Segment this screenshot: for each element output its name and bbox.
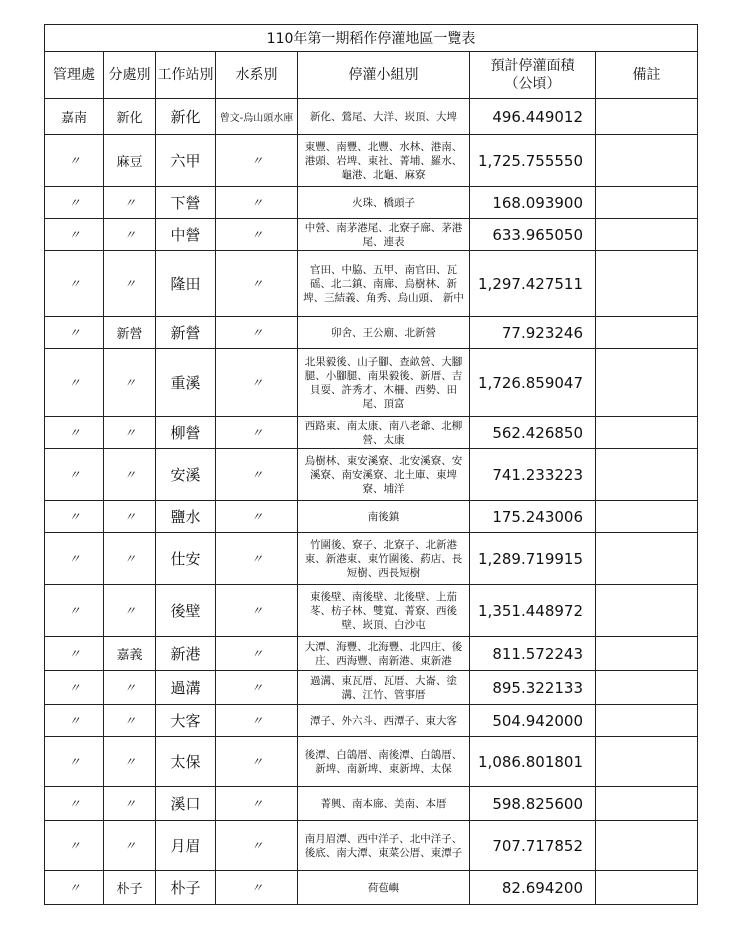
cell-area: 562.426850 bbox=[470, 417, 596, 449]
cell-division: 〃 bbox=[104, 671, 156, 705]
cell-water: 〃 bbox=[216, 251, 298, 317]
cell-division: 〃 bbox=[104, 737, 156, 787]
cell-water: 〃 bbox=[216, 449, 298, 501]
cell-area: 168.093900 bbox=[470, 187, 596, 219]
header-water: 水系別 bbox=[216, 52, 298, 99]
cell-water: 〃 bbox=[216, 187, 298, 219]
cell-note bbox=[596, 787, 698, 821]
cell-area: 633.965050 bbox=[470, 219, 596, 251]
cell-area: 1,351.448972 bbox=[470, 585, 596, 637]
cell-mgr: 〃 bbox=[45, 705, 104, 737]
cell-division: 新營 bbox=[104, 317, 156, 349]
cell-station: 新營 bbox=[156, 317, 216, 349]
cell-division: 〃 bbox=[104, 251, 156, 317]
cell-area: 1,726.859047 bbox=[470, 349, 596, 417]
cell-area: 504.942000 bbox=[470, 705, 596, 737]
cell-groups: 東豐、南豐、北豐、水林、港南、港頭、岩埤、東社、菁埔、羅水、龜港、北龜、麻寮 bbox=[298, 135, 470, 187]
cell-station: 下營 bbox=[156, 187, 216, 219]
cell-area: 1,297.427511 bbox=[470, 251, 596, 317]
cell-groups: 菁興、南本廍、美南、本厝 bbox=[298, 787, 470, 821]
cell-groups: 過溝、東瓦厝、瓦厝、大崙、塗溝、江竹、管事厝 bbox=[298, 671, 470, 705]
cell-station: 新化 bbox=[156, 99, 216, 135]
cell-division: 新化 bbox=[104, 99, 156, 135]
table-row bbox=[45, 349, 698, 417]
cell-groups: 新化、鶯尾、大洋、崁頂、大埤 bbox=[298, 99, 470, 135]
cell-mgr: 〃 bbox=[45, 787, 104, 821]
cell-division: 〃 bbox=[104, 219, 156, 251]
cell-mgr: 〃 bbox=[45, 251, 104, 317]
cell-division: 〃 bbox=[104, 821, 156, 871]
stoppage-table bbox=[44, 24, 698, 905]
cell-water: 〃 bbox=[216, 705, 298, 737]
cell-groups: 官田、中脇、五甲、南官田、瓦磘、北二鎮、南廍、烏樹林、新埤、三結義、角秀、烏山頭、 新中 bbox=[298, 251, 470, 317]
cell-note bbox=[596, 349, 698, 417]
cell-water: 〃 bbox=[216, 787, 298, 821]
table-row bbox=[45, 219, 698, 251]
cell-area: 811.572243 bbox=[470, 637, 596, 671]
cell-water: 〃 bbox=[216, 501, 298, 533]
header-area bbox=[470, 52, 596, 99]
cell-water: 〃 bbox=[216, 135, 298, 187]
cell-note bbox=[596, 417, 698, 449]
cell-note bbox=[596, 533, 698, 585]
table-row bbox=[45, 533, 698, 585]
cell-note bbox=[596, 219, 698, 251]
header-area-line2: （公頃） bbox=[504, 76, 561, 92]
cell-division: 〃 bbox=[104, 501, 156, 533]
cell-groups: 潭子、外六斗、西潭子、東大客 bbox=[298, 705, 470, 737]
cell-mgr: 〃 bbox=[45, 417, 104, 449]
cell-groups: 卯舍、王公廟、北新營 bbox=[298, 317, 470, 349]
cell-note bbox=[596, 135, 698, 187]
cell-water: 〃 bbox=[216, 533, 298, 585]
cell-note bbox=[596, 99, 698, 135]
cell-area: 1,289.719915 bbox=[470, 533, 596, 585]
cell-mgr: 〃 bbox=[45, 501, 104, 533]
header-mgr: 管理處 bbox=[45, 52, 104, 99]
cell-note bbox=[596, 871, 698, 905]
cell-note bbox=[596, 637, 698, 671]
table-row bbox=[45, 821, 698, 871]
header-groups: 停灌小組別 bbox=[298, 52, 470, 99]
cell-station: 新港 bbox=[156, 637, 216, 671]
cell-water: 〃 bbox=[216, 737, 298, 787]
table-title: 110年第一期稻作停灌地區一覽表 bbox=[45, 25, 698, 52]
cell-mgr: 嘉南 bbox=[45, 99, 104, 135]
cell-mgr: 〃 bbox=[45, 737, 104, 787]
table-row bbox=[45, 737, 698, 787]
cell-groups: 東後壁、南後壁、北後壁、上茄苳、枋子林、雙寬、菁寮、西後壁、崁頂、白沙屯 bbox=[298, 585, 470, 637]
cell-station: 重溪 bbox=[156, 349, 216, 417]
cell-station: 大客 bbox=[156, 705, 216, 737]
cell-mgr: 〃 bbox=[45, 187, 104, 219]
cell-note bbox=[596, 737, 698, 787]
cell-area: 77.923246 bbox=[470, 317, 596, 349]
header-note: 備註 bbox=[596, 52, 698, 99]
cell-groups: 荷苞嶼 bbox=[298, 871, 470, 905]
table-row bbox=[45, 705, 698, 737]
cell-area: 82.694200 bbox=[470, 871, 596, 905]
cell-water: 〃 bbox=[216, 219, 298, 251]
cell-note bbox=[596, 449, 698, 501]
cell-note bbox=[596, 585, 698, 637]
cell-mgr: 〃 bbox=[45, 821, 104, 871]
cell-division: 〃 bbox=[104, 705, 156, 737]
header-area-line1: 預計停灌面積 bbox=[490, 58, 575, 74]
cell-groups: 竹圍後、寮子、北寮子、北新港東、新港東、東竹圍後、葯店、長短樹、西長短樹 bbox=[298, 533, 470, 585]
cell-mgr: 〃 bbox=[45, 871, 104, 905]
cell-water: 〃 bbox=[216, 317, 298, 349]
cell-station: 溪口 bbox=[156, 787, 216, 821]
cell-mgr: 〃 bbox=[45, 349, 104, 417]
cell-mgr: 〃 bbox=[45, 219, 104, 251]
cell-division: 〃 bbox=[104, 585, 156, 637]
cell-note bbox=[596, 187, 698, 219]
table-body bbox=[45, 99, 698, 905]
table-row bbox=[45, 871, 698, 905]
cell-mgr: 〃 bbox=[45, 585, 104, 637]
cell-water: 〃 bbox=[216, 585, 298, 637]
cell-groups: 烏樹林、東安溪寮、北安溪寮、安溪寮、南安溪寮、北土庫、東埤寮、埔洋 bbox=[298, 449, 470, 501]
cell-area: 175.243006 bbox=[470, 501, 596, 533]
cell-station: 太保 bbox=[156, 737, 216, 787]
cell-mgr: 〃 bbox=[45, 135, 104, 187]
cell-division: 〃 bbox=[104, 187, 156, 219]
cell-station: 安溪 bbox=[156, 449, 216, 501]
cell-groups: 西路東、南太康、南八老爺、北柳營、太康 bbox=[298, 417, 470, 449]
cell-station: 仕安 bbox=[156, 533, 216, 585]
header-division: 分處別 bbox=[104, 52, 156, 99]
cell-division: 〃 bbox=[104, 787, 156, 821]
cell-water: 〃 bbox=[216, 417, 298, 449]
cell-division: 麻豆 bbox=[104, 135, 156, 187]
header-station: 工作站別 bbox=[156, 52, 216, 99]
cell-mgr: 〃 bbox=[45, 637, 104, 671]
cell-groups: 大潭、海豐、北海豐、北四庄、後庄、西海豐、南新港、東新港 bbox=[298, 637, 470, 671]
cell-mgr: 〃 bbox=[45, 533, 104, 585]
cell-groups: 後潭、白鴿厝、南後潭、白鴿厝、新埤、南新埤、東新埤、太保 bbox=[298, 737, 470, 787]
table-row bbox=[45, 787, 698, 821]
cell-water: 〃 bbox=[216, 821, 298, 871]
cell-area: 707.717852 bbox=[470, 821, 596, 871]
table-row bbox=[45, 135, 698, 187]
cell-area: 598.825600 bbox=[470, 787, 596, 821]
table-row bbox=[45, 637, 698, 671]
table-row bbox=[45, 501, 698, 533]
cell-area: 741.233223 bbox=[470, 449, 596, 501]
cell-area: 496.449012 bbox=[470, 99, 596, 135]
cell-water: 〃 bbox=[216, 349, 298, 417]
cell-division: 嘉義 bbox=[104, 637, 156, 671]
cell-division: 〃 bbox=[104, 533, 156, 585]
cell-groups: 南月眉潭、西中洋子、北中洋子、後底、南大潭、東菜公厝、東潭子 bbox=[298, 821, 470, 871]
cell-note bbox=[596, 251, 698, 317]
table-row bbox=[45, 449, 698, 501]
cell-note bbox=[596, 671, 698, 705]
table-row bbox=[45, 187, 698, 219]
cell-station: 鹽水 bbox=[156, 501, 216, 533]
cell-groups: 火珠、橋頭子 bbox=[298, 187, 470, 219]
table-row bbox=[45, 671, 698, 705]
table-row bbox=[45, 585, 698, 637]
cell-division: 〃 bbox=[104, 349, 156, 417]
cell-area: 1,086.801801 bbox=[470, 737, 596, 787]
cell-mgr: 〃 bbox=[45, 317, 104, 349]
table-row bbox=[45, 251, 698, 317]
table-row bbox=[45, 317, 698, 349]
cell-station: 隆田 bbox=[156, 251, 216, 317]
cell-division: 〃 bbox=[104, 449, 156, 501]
cell-groups: 北果毅後、山子腳、查畝營、大腳腿、小腳腿、南果毅後、新厝、吉貝耍、許秀才、木柵、西勢、田尾、頂富 bbox=[298, 349, 470, 417]
cell-water: 〃 bbox=[216, 871, 298, 905]
cell-division: 〃 bbox=[104, 417, 156, 449]
cell-note bbox=[596, 501, 698, 533]
cell-station: 朴子 bbox=[156, 871, 216, 905]
cell-station: 後壁 bbox=[156, 585, 216, 637]
cell-note bbox=[596, 705, 698, 737]
cell-note bbox=[596, 821, 698, 871]
cell-area: 895.322133 bbox=[470, 671, 596, 705]
cell-mgr: 〃 bbox=[45, 671, 104, 705]
cell-water: 〃 bbox=[216, 637, 298, 671]
cell-station: 月眉 bbox=[156, 821, 216, 871]
cell-division: 朴子 bbox=[104, 871, 156, 905]
cell-water: 〃 bbox=[216, 671, 298, 705]
cell-groups: 南後鎮 bbox=[298, 501, 470, 533]
table-row bbox=[45, 417, 698, 449]
cell-station: 過溝 bbox=[156, 671, 216, 705]
cell-note bbox=[596, 317, 698, 349]
cell-water: 曾文-烏山頭水庫 bbox=[216, 99, 298, 135]
cell-station: 柳營 bbox=[156, 417, 216, 449]
cell-area: 1,725.755550 bbox=[470, 135, 596, 187]
cell-station: 中營 bbox=[156, 219, 216, 251]
cell-mgr: 〃 bbox=[45, 449, 104, 501]
table-row bbox=[45, 99, 698, 135]
cell-station: 六甲 bbox=[156, 135, 216, 187]
cell-groups: 中營、南茅港尾、北寮子廍、茅港尾、連表 bbox=[298, 219, 470, 251]
